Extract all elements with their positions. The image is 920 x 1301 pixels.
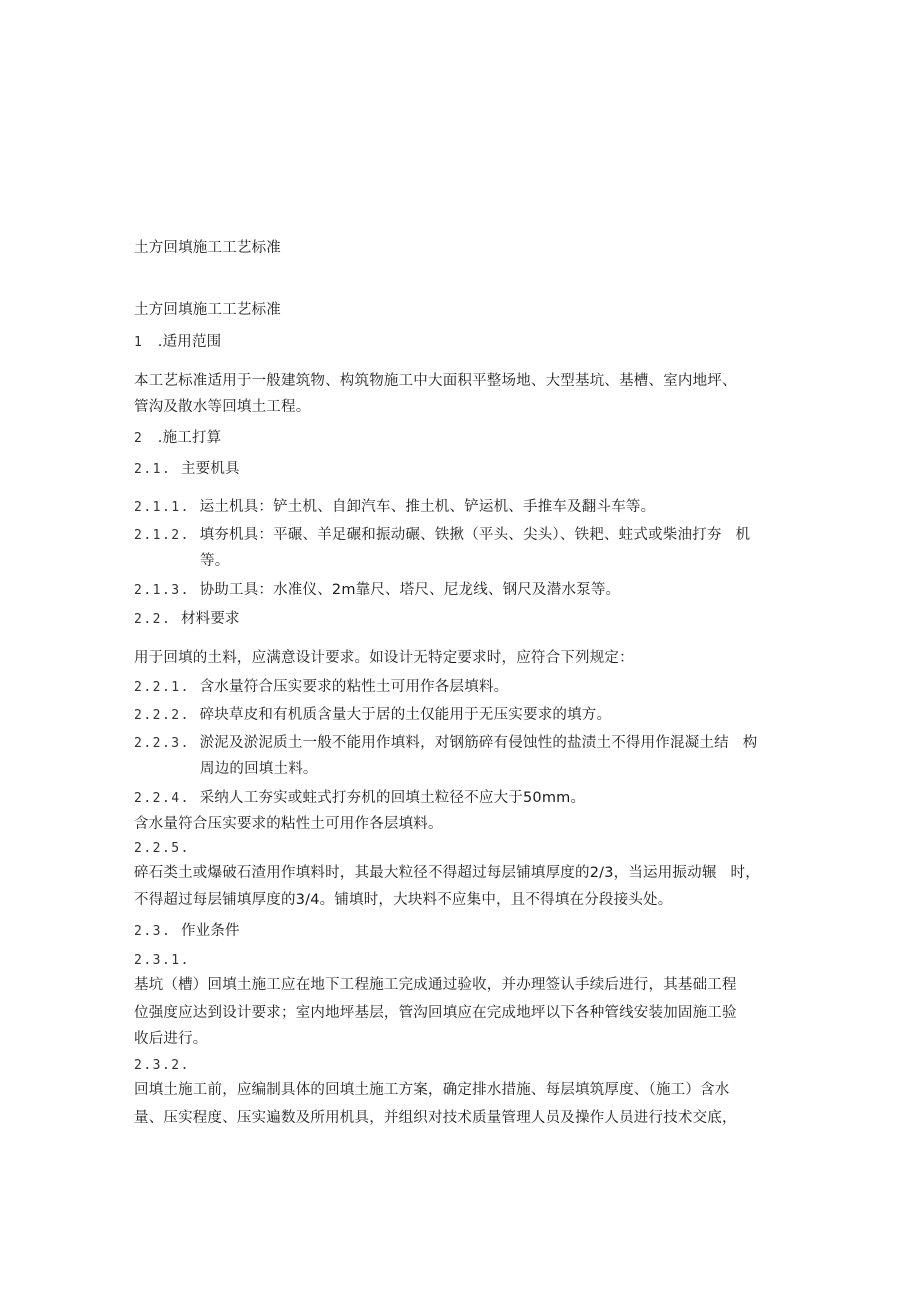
section-number: 2.3.	[134, 924, 172, 939]
item-text: 碎块草皮和有机质含量大于居的土仅能用于无压实要求的填方。	[199, 707, 612, 723]
item-number: 2.2.1.	[134, 680, 190, 695]
section-title: .适用范围	[157, 334, 222, 350]
item-number: 2.2.4.	[134, 791, 190, 806]
paragraph-line	[134, 863, 760, 883]
section-1	[134, 332, 221, 353]
paragraph-line: 管沟及散水等回填土工程。	[134, 399, 311, 415]
item-text: 含水量符合压实要求的粘性土可用作各层填料。	[199, 679, 509, 695]
item-2-2-3	[134, 733, 758, 754]
item-2-3-1	[134, 950, 190, 971]
paragraph-line: 量、压实程度、压实遍数及所用机具，并组织对技术质量管理人员及操作人员进行技术交底，	[134, 1110, 737, 1126]
section-2-3	[134, 921, 240, 942]
section-title: 主要机具	[180, 461, 240, 477]
item-number: 2.1.1.	[134, 500, 190, 515]
section-number: 2	[134, 431, 144, 446]
item-number: 2.1.3.	[134, 583, 190, 598]
paragraph-line: 含水量符合压实要求的粘性土可用作各层填料。	[134, 816, 443, 832]
item-2-2-4	[134, 788, 585, 809]
item-2-2-5	[134, 838, 190, 859]
item-number: 2.2.2.	[134, 708, 190, 723]
section-heading: 土方回填施工工艺标准	[134, 302, 281, 318]
section-2-1	[134, 459, 240, 480]
item-2-3-2	[134, 1055, 190, 1076]
item-number: 2.3.1.	[134, 953, 190, 968]
section-2	[134, 428, 221, 449]
document-title: 土方回填施工工艺标准	[134, 240, 281, 256]
item-text-tail: 构	[742, 735, 758, 751]
section-number: 1	[134, 335, 144, 350]
paragraph-text: 碎石类土或爆破石渣用作填料时，其最大粒径不得超过每层铺填厚度的2/3，当运用振动辗	[134, 865, 717, 881]
item-text: 运土机具：铲土机、自卸汽车、推土机、铲运机、手推车及翻斗车等。	[199, 499, 656, 515]
paragraph-line: 收后进行。	[134, 1031, 208, 1047]
item-number: 2.2.5.	[134, 841, 190, 856]
paragraph-text-tail: 时，	[730, 865, 760, 881]
section-number: 2.1.	[134, 462, 172, 477]
item-number: 2.1.2.	[134, 528, 190, 543]
item-text-tail: 机	[735, 527, 751, 543]
item-text: 采纳人工夯实或蛀式打夯机的回填土粒径不应大于50mm。	[199, 790, 586, 806]
section-title: 作业条件	[180, 923, 240, 939]
item-continuation: 周边的回填土料。	[200, 761, 318, 777]
item-2-1-3	[134, 580, 620, 601]
section-title: 材料要求	[180, 611, 240, 627]
item-2-2-1	[134, 677, 508, 698]
item-2-1-2	[134, 525, 750, 546]
paragraph-line: 用于回填的土料，应满意设计要求。如设计无特定要求时，应符合下列规定：	[134, 650, 634, 666]
paragraph-line: 不得超过每层铺填厚度的3/4。铺填时，大块料不应集中，且不得填在分段接头处。	[134, 892, 673, 908]
section-title: .施工打算	[157, 430, 222, 446]
section-number: 2.2.	[134, 612, 172, 627]
paragraph-line: 位强度应达到设计要求；室内地坪基层，管沟回填应在完成地坪以下各种管线安装加固施工验	[134, 1005, 737, 1021]
item-number: 2.2.3.	[134, 736, 190, 751]
item-2-1-1	[134, 497, 655, 518]
paragraph-line: 本工艺标准适用于一般建筑物、构筑物施工中大面积平整场地、大型基坑、基槽、室内地坪、	[134, 373, 737, 389]
item-text: 填夯机具：平碾、羊足碾和振动碾、铁揪（平头、尖头）、铁耙、蛀式或柴油打夯	[199, 527, 722, 543]
item-2-2-2	[134, 705, 611, 726]
section-2-2	[134, 609, 240, 630]
item-continuation: 等。	[200, 553, 230, 569]
item-text: 协助工具：水准仪、2m靠尺、塔尺、尼龙线、钢尺及潜水泵等。	[199, 582, 621, 598]
paragraph-line: 基坑（槽）回填土施工应在地下工程施工完成通过验收，并办理签认手续后进行，其基础工程	[134, 977, 737, 993]
item-text: 淤泥及淤泥质土一般不能用作填料，对钢筋碎有侵蚀性的盐渍土不得用作混凝土结	[199, 735, 729, 751]
paragraph-line: 回填土施工前，应编制具体的回填土施工方案，确定排水措施、每层填筑厚度、（施工）含水	[134, 1082, 730, 1098]
item-number: 2.3.2.	[134, 1058, 190, 1073]
